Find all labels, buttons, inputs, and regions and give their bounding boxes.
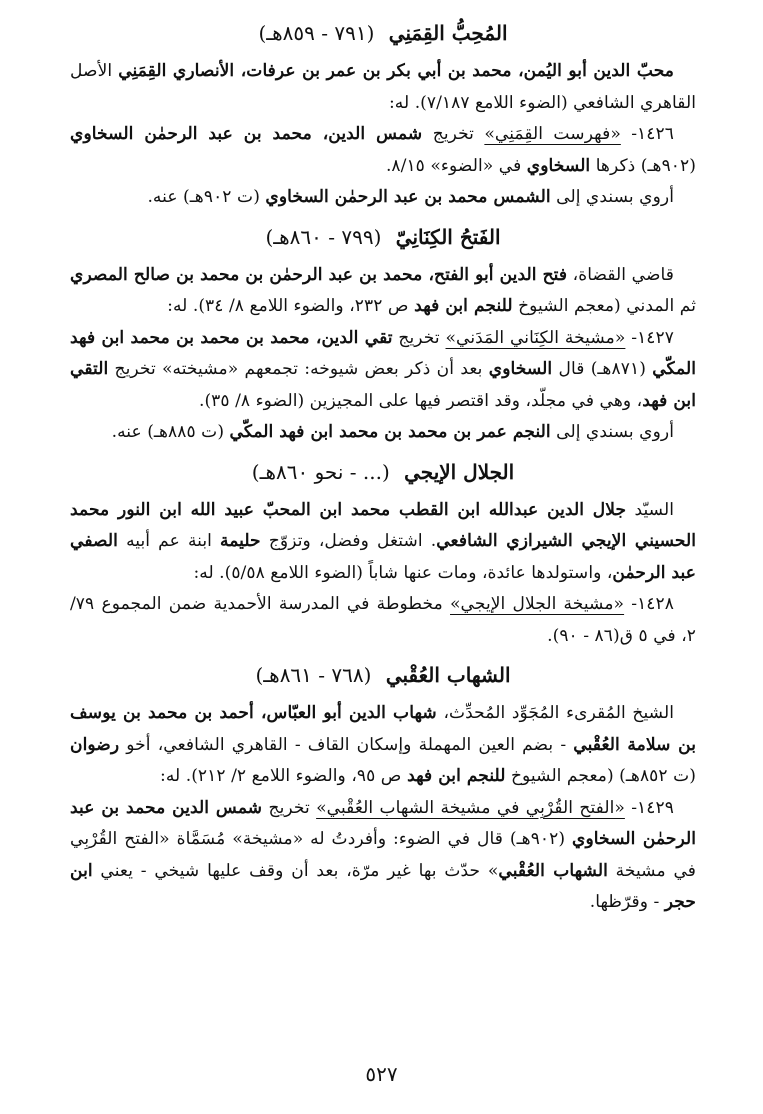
entry-uqbi bbox=[70, 660, 696, 919]
entry-name: الشهاب العُقْبي bbox=[385, 663, 511, 687]
work-text: بعد أن ذكر بعض شيوخه: تجمعهم «مشيخته» تخريج bbox=[114, 359, 483, 379]
entry-bio bbox=[70, 698, 696, 793]
work-text: ، وهي في مجلّد، وقد اقتصر فيها على المجيزين (الضوء ٨/ ٣٥). bbox=[198, 390, 643, 411]
work-text: (٨٧١هـ) قال bbox=[558, 359, 646, 379]
bio-text: ابنة عم أبيه bbox=[126, 531, 212, 551]
bio-text: قاضي القضاة، bbox=[572, 264, 674, 285]
document-page bbox=[70, 18, 696, 927]
work-text: تخريج bbox=[432, 124, 474, 144]
isnad-text: أروي بسندي إلى bbox=[556, 187, 674, 207]
work-text: مخطوطة في المدرسة الأحمدية ضمن المجموع ٧٩/ ٢، في ٥ ق(٨٦ - ٩٠). bbox=[70, 594, 696, 646]
isnad-text: أروي بسندي إلى bbox=[556, 422, 674, 442]
entry-name: المُحِبُّ القِمَنِي bbox=[388, 21, 508, 45]
work-item bbox=[70, 323, 696, 418]
work-text: تخريج bbox=[398, 327, 440, 348]
work-number: ١٤٢٨- bbox=[631, 594, 675, 614]
work-item bbox=[70, 793, 696, 919]
bio-name: شهاب الدين أبو العبّاس، أحمد بن محمد بن يوسف بن سلامة العُقْبي bbox=[70, 703, 696, 755]
entry-qimani bbox=[70, 18, 696, 214]
bio-text: ص ٩٥، والضوء اللامع ٢/ ٢١٢). له: bbox=[160, 766, 402, 786]
bio-text: الشيخ المُقرىء المُجَوِّد المُحدِّث، bbox=[443, 703, 674, 723]
bio-text: الأصل القاهري الشافعي (الضوء اللامع ٧/١٨٧). له: bbox=[70, 61, 696, 113]
work-source: السخاوي bbox=[526, 155, 591, 176]
work-title: «الفتح القُرْبِي في مشيخة الشهاب العُقْبي» bbox=[316, 797, 625, 818]
work-number: ١٤٢٩- bbox=[631, 797, 674, 818]
entry-name: الفَتحُ الكِنَانِيّ bbox=[395, 224, 501, 249]
bio-source: للنجم ابن فهد bbox=[407, 766, 506, 786]
work-title: «فهرست القِمَنِي» bbox=[484, 124, 621, 144]
work-text: في «الضوء» ٨/١٥. bbox=[385, 155, 522, 176]
work-source: السخاوي bbox=[488, 359, 553, 379]
bio-text: . اشتغل وفضل، وتزوّج bbox=[268, 531, 437, 551]
bio-name: فتح الدين أبو الفتح، محمد بن عبد الرحمٰن بن محمد بن صالح المصري bbox=[70, 264, 568, 285]
entry-bio bbox=[70, 56, 696, 119]
bio-name: رضوان bbox=[70, 734, 120, 755]
entry-heading bbox=[70, 457, 696, 487]
bio-name: محبّ الدين أبو اليُمن، محمد بن أبي بكر بن عمر بن عرفات، الأنصاري القِمَنِي bbox=[118, 61, 674, 81]
isnad-line bbox=[70, 417, 696, 449]
isnad-line bbox=[70, 182, 696, 214]
bio-name: الصفي عبد الرحمٰن bbox=[70, 531, 696, 583]
bio-text: (ت ٨٥٢هـ) (معجم الشيوخ bbox=[510, 766, 696, 786]
entry-kinani bbox=[70, 222, 696, 449]
entry-name: الجلال الإيجي bbox=[404, 459, 515, 484]
page-number: ٥٢٧ bbox=[365, 1062, 398, 1086]
entry-dates: (٧٩٩ - ٨٦٠هـ) bbox=[265, 224, 382, 249]
work-text: (٩٠٢هـ) ذكرها bbox=[595, 155, 696, 176]
work-title-ref: الشهاب العُقْبي bbox=[498, 860, 608, 881]
entry-bio bbox=[70, 495, 696, 590]
work-text: - وقرّظها. bbox=[589, 892, 660, 912]
work-text: تخريج bbox=[268, 797, 310, 818]
bio-text: السيّد bbox=[634, 499, 674, 520]
work-author: تقي الدين، محمد بن محمد بن محمد ابن فهد المكّي bbox=[70, 327, 696, 379]
bio-source: للنجم ابن فهد bbox=[414, 296, 513, 316]
bio-name: حليمة bbox=[220, 531, 261, 551]
entry-iji bbox=[70, 457, 696, 653]
work-item bbox=[70, 589, 696, 652]
entry-dates: (٧٦٨ - ٨٦١هـ) bbox=[255, 663, 372, 687]
entry-dates: (... - نحو ٨٦٠هـ) bbox=[251, 459, 390, 484]
bio-text: ص ٢٣٢، والضوء اللامع ٨/ ٣٤). له: bbox=[167, 296, 409, 316]
work-item bbox=[70, 119, 696, 182]
work-title: «مشيخة الجلال الإيجي» bbox=[450, 594, 625, 614]
entry-heading bbox=[70, 660, 696, 690]
work-author: شمس الدين محمد بن عبد الرحمٰن السخاوي bbox=[70, 797, 697, 849]
work-author: ابن حجر bbox=[70, 860, 696, 912]
isnad-text: (ت ٩٠٢هـ) عنه. bbox=[147, 187, 260, 207]
bio-name: جلال الدين عبدالله ابن القطب محمد ابن المحبّ عبيد الله ابن النور محمد الحسيني الإيجي الشيرازي الشافعي bbox=[70, 499, 697, 551]
bio-text: - بضم العين المهملة وإسكان القاف - القاهري الشافعي، أخو bbox=[126, 734, 567, 755]
work-author: شمس الدين، محمد بن عبد الرحمٰن السخاوي bbox=[70, 124, 423, 144]
entry-heading bbox=[70, 222, 696, 252]
isnad-name: النجم عمر بن محمد بن محمد ابن فهد المكّي bbox=[229, 422, 551, 442]
work-text: » حدّث بها غير مرّة، بعد أن وقف عليها شيخي - يعني bbox=[100, 860, 499, 881]
work-author: التقي ابن فهد bbox=[70, 359, 696, 411]
bio-text: ثم المدني (معجم الشيوخ bbox=[518, 296, 696, 316]
entry-bio bbox=[70, 260, 696, 323]
isnad-name: الشمس محمد بن عبد الرحمٰن السخاوي bbox=[265, 187, 551, 207]
work-number: ١٤٢٧- bbox=[631, 327, 675, 348]
work-title: «مشيخة الكِنَاني المَدَني» bbox=[445, 327, 626, 348]
entry-dates: (٧٩١ - ٨٥٩هـ) bbox=[258, 21, 375, 45]
isnad-text: (ت ٨٨٥هـ) عنه. bbox=[111, 422, 225, 442]
bio-text: ، واستولدها عائدة، ومات عنها شاباً (الضوء اللامع ٥/٥٨). له: bbox=[193, 562, 613, 583]
work-text: (٩٠٢هـ) قال في الضوء: وأفردتُ له «مشيخة» مُسَمَّاة «الفتح القُرْبِي في مشيخة bbox=[70, 829, 697, 881]
work-number: ١٤٢٦- bbox=[631, 124, 674, 144]
entry-heading bbox=[70, 18, 696, 48]
